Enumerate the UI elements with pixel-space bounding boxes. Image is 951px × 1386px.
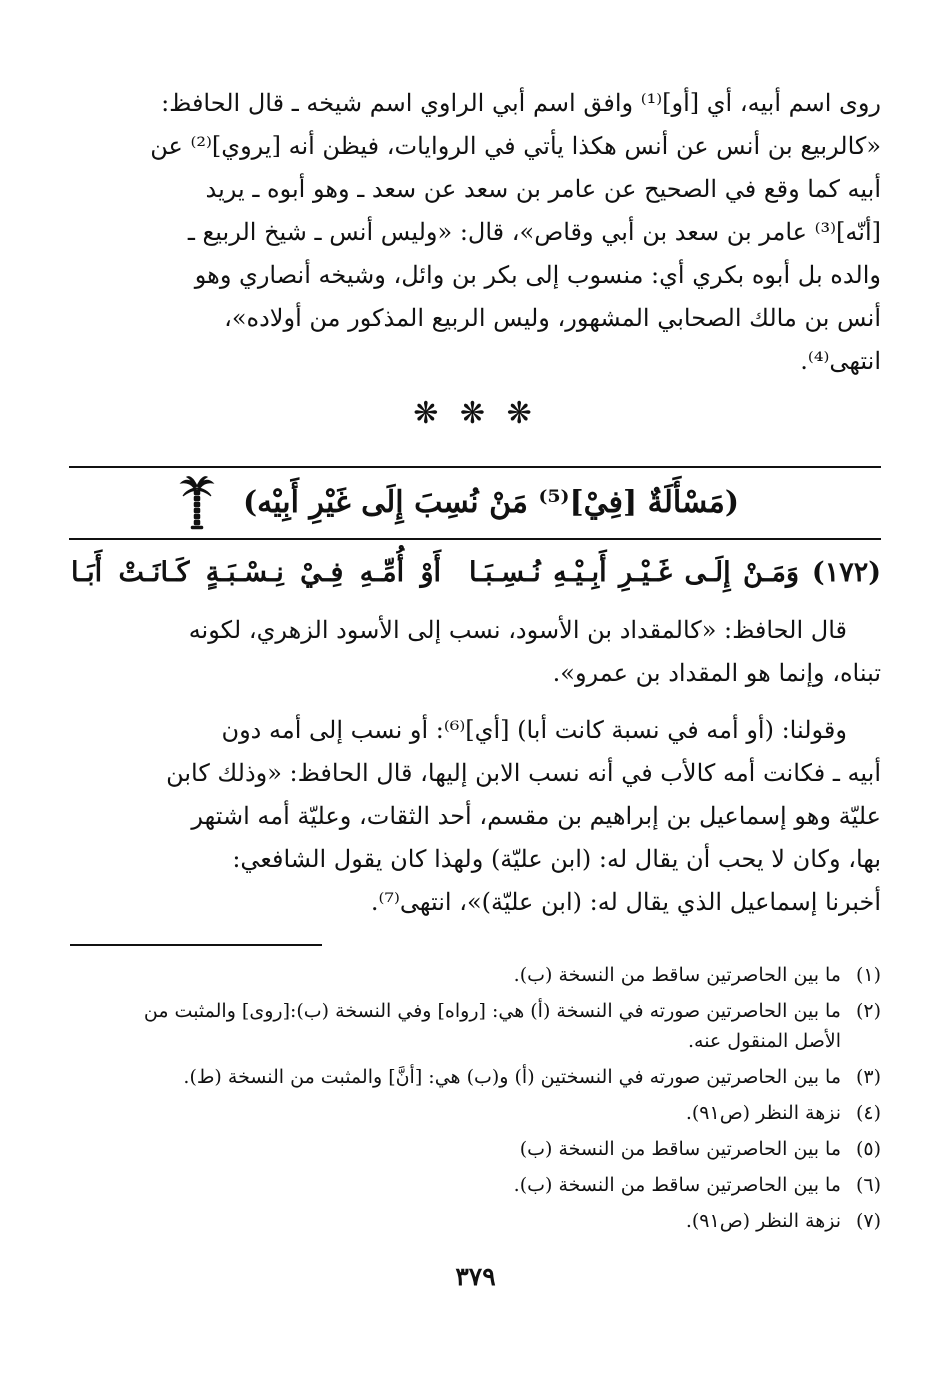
page-number: ٣٧٩ <box>455 1262 496 1291</box>
footnote-number: (٧) <box>855 1210 881 1232</box>
paragraph-line: أبيه ـ فكانت أمه كالأب في أنه نسب الابن إليها، قال الحافظ: «وذلك كابن <box>166 759 881 787</box>
intro-line: انتهى⁽⁴⁾. <box>800 347 881 375</box>
footnote-text: نزهة النظر (ص٩١). <box>685 1102 841 1124</box>
footnote <box>101 1098 881 1128</box>
footnotes <box>101 960 881 1236</box>
footnote <box>101 1206 881 1236</box>
verse-second-hemistich: أَوْ أُمِّـهِ فِـيْ نِـسْـبَـةٍ كَـانَـتْ أَبَـا <box>71 557 441 588</box>
footnote-separator <box>70 944 322 946</box>
paragraph-line: بها، وكان لا يحب أن يقال له: (ابن عليّة) ولهذا كان يقول الشافعي: <box>232 845 881 873</box>
footnote <box>101 1134 881 1164</box>
commentary-paragraph <box>125 709 881 924</box>
footnote <box>101 960 881 990</box>
intro-line: «كالربيع بن أنس عن أنس هكذا يأتي في الروايات، فيظن أنه [يروي]⁽²⁾ عن <box>150 132 881 160</box>
footnote-number: (٤) <box>855 1102 881 1124</box>
footnote-number: (٢) <box>855 1000 881 1022</box>
heading-bottom-rule <box>69 538 881 540</box>
paragraph-line: أخبرنا إسماعيل الذي يقال له: (ابن عليّة)»، انتهى⁽⁷⁾. <box>370 888 881 916</box>
heading-top-rule <box>69 466 881 468</box>
footnote-text: ما بين الحاصرتين ساقط من النسخة (ب). <box>513 964 841 986</box>
footnote-text: ما بين الحاصرتين ساقط من النسخة (ب). <box>513 1174 841 1196</box>
paragraph-line: عليّة وهو إسماعيل بن إبراهيم بن مقسم، أحد الثقات، وعليّة أمه اشتهر <box>191 802 881 830</box>
footnote-text: ما بين الحاصرتين صورته في النسخة (أ) هي: [رواه] وفي النسخة (ب):[روى] والمثبت من الأصل المنقول عنه. <box>143 1000 841 1052</box>
paragraph-line: وقولنا: (أو أمه في نسبة كانت أبا) [أي]⁽⁶⁾: أو نسب إلى أمه دون <box>221 716 847 744</box>
footnote-text: ما بين الحاصرتين ساقط من النسخة (ب) <box>519 1138 841 1160</box>
intro-line: أبيه كما وقع في الصحيح عن عامر بن سعد عن سعد ـ وهو أبوه ـ يريد <box>205 175 881 203</box>
intro-line: والده بل أبوه بكري أي: منسوب إلى بكر بن وائل، وشيخه أنصاري وهو <box>194 261 881 289</box>
paragraph-line: تبناه، وإنما هو المقداد بن عمرو». <box>552 659 881 687</box>
verse-number: (١٧٢) <box>811 557 881 588</box>
footnote-number: (١) <box>855 964 881 986</box>
footnote <box>101 996 881 1056</box>
footnote-text: ما بين الحاصرتين صورته في النسختين (أ) و(ب) هي: [أنَّ] والمثبت من النسخة (ط). <box>183 1066 841 1088</box>
footnote-number: (٣) <box>855 1066 881 1088</box>
footnote <box>101 1170 881 1200</box>
paragraph-line: قال الحافظ: «كالمقداد بن الأسود، نسب إلى الأسود الزهري، لكونه <box>188 616 847 644</box>
commentary-paragraph <box>125 609 881 695</box>
verse-line <box>69 546 881 600</box>
footnote-number: (٥) <box>855 1138 881 1160</box>
verse-first-hemistich: وَمَـنْ إِلَـى غَـيْـرِ أَبِـيْـهِ نُـسِـبَـا <box>469 557 799 588</box>
intro-line: [أنّه]⁽³⁾ عامر بن سعد بن أبي وقاص»، قال: «وليس أنس ـ شيخ الربيع ـ <box>187 218 881 246</box>
footnote-number: (٦) <box>855 1174 881 1196</box>
intro-paragraph <box>125 82 881 383</box>
footnote-text: نزهة النظر (ص٩١). <box>685 1210 841 1232</box>
section-heading: (مَسْأَلَةٌ [فِيْ]⁽⁵⁾ مَنْ نُسِبَ إِلَى غَيْرِ أَبِيْه) <box>242 485 740 520</box>
footnote <box>101 1062 881 1092</box>
section-separator: ❋ ❋ ❋ <box>413 396 538 431</box>
intro-line: روى اسم أبيه، أي [أو]⁽¹⁾ وافق اسم أبي الراوي اسم شيخه ـ قال الحافظ: <box>161 89 881 117</box>
intro-line: أنس بن مالك الصحابي المشهور، وليس الربيع المذكور من أولاده»، <box>224 304 881 332</box>
